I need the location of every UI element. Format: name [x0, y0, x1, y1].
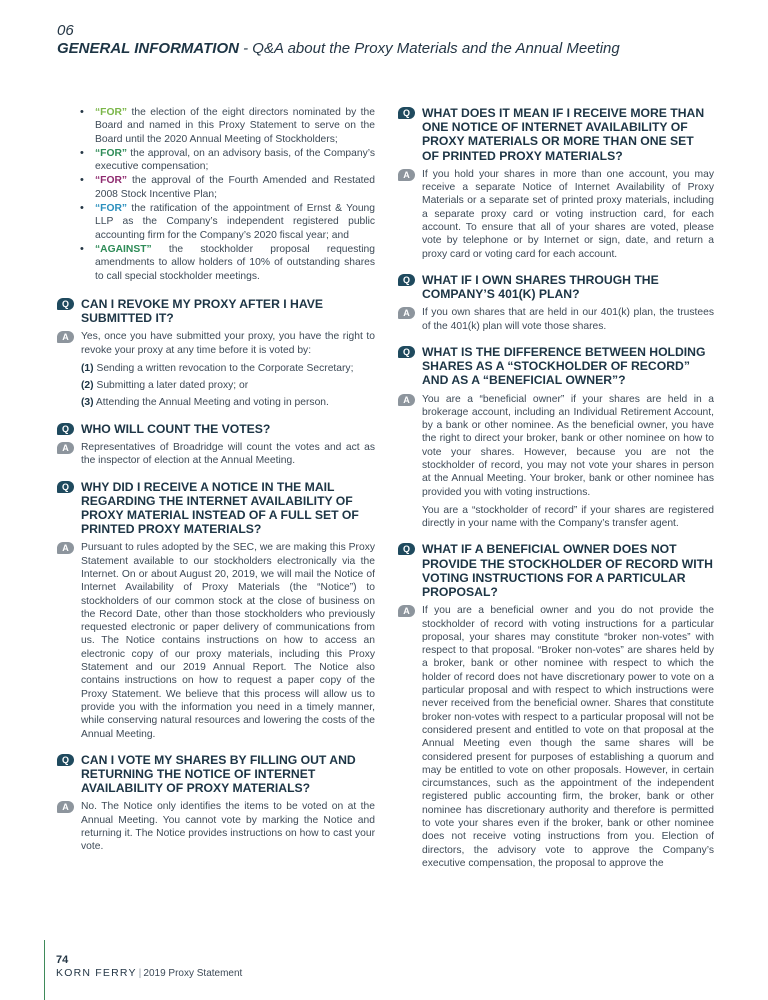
bullet-icon: •	[80, 174, 84, 187]
list-item	[57, 202, 375, 242]
answer-badge-icon: A	[57, 331, 74, 343]
right-column	[398, 106, 714, 882]
answer-text: Pursuant to rules adopted by the SEC, we are making this Proxy Statement available to our stockholders electronically via the Internet. On or about August 20, 2019, we will mail the Notice of Internet Availability of Proxy Materials (the “Notice”) to stockholders of our common stock at the close of business on the Record Date, other than those stockholders who previously requested electronic or paper delivery of communications from us. The Notice contains instructions on how to access an electronic copy of our proxy materials, including this Proxy Statement and our 2019 Annual Report. The Notice also contains instructions on how to request a paper copy of the Proxy Statement. We believe that this process will allow us to provide you with the information you need in a timely manner, while conserving natural resources and lowering the costs of the Annual Meeting.	[81, 542, 375, 740]
answer-badge-icon: A	[398, 307, 415, 319]
qa-notice-in-mail	[57, 480, 375, 741]
answer-text-2: You are a “stockholder of record” if your shares are registered directly in your name with the Company’s transfer agent.	[422, 504, 714, 530]
answer	[57, 441, 375, 468]
list-item	[57, 106, 375, 146]
answer-text: You are a “beneficial owner” if your shares are held in a brokerage account, including an Individual Retirement Account, by a bank or other nominee. As the beneficial owner, you have the right to direct your broker, bank or other nominee on how to vote your shares. However, because you are not the stockholder of record, you may not vote your shares in person at the Annual Meeting. Your broker, bank or other nominee has provided you with voting instructions.	[422, 393, 714, 498]
footer-divider	[44, 940, 45, 1000]
question-text: WHO WILL COUNT THE VOTES?	[81, 421, 271, 436]
question-badge-icon: Q	[398, 346, 415, 358]
list-item	[57, 174, 375, 201]
page-number: 74	[56, 954, 69, 966]
bullet-icon: •	[80, 242, 84, 255]
footer-separator: |	[138, 967, 142, 979]
question-badge-icon: Q	[398, 274, 415, 286]
question-text: WHAT DOES IT MEAN IF I RECEIVE MORE THAN ONE NOTICE OF INTERNET AVAILABILITY OF PROXY MATERIALS OR MORE THAN ONE SET OF PRINTED PROXY MATERIALS?	[422, 106, 705, 163]
vote-keyword: “FOR”	[95, 175, 128, 187]
question	[398, 106, 714, 163]
list-item	[57, 243, 375, 283]
answer-text: No. The Notice only identifies the items to be voted on at the Annual Meeting. You cannot vote by marking the Notice and returning it. The Notice provides instructions on how to cast your vote.	[81, 801, 375, 853]
question-text: WHAT IF A BENEFICIAL OWNER DOES NOT PROVIDE THE STOCKHOLDER OF RECORD WITH VOTING INSTRUCTIONS FOR A PARTICULAR PROPOSAL?	[422, 542, 713, 600]
section-number: 06	[57, 22, 74, 39]
qa-vote-by-notice	[57, 753, 375, 854]
question-badge-icon: Q	[57, 298, 74, 310]
question-text: WHAT IS THE DIFFERENCE BETWEEN HOLDING SHARES AS A “STOCKHOLDER OF RECORD” AND AS A “BENEFICIAL OWNER”?	[422, 344, 706, 388]
question	[57, 422, 375, 436]
question-badge-icon: Q	[57, 481, 74, 493]
question-badge-icon: Q	[398, 107, 415, 119]
step-number: (2)	[81, 380, 94, 392]
question	[398, 273, 714, 301]
step-text: Attending the Annual Meeting and voting in person.	[93, 397, 329, 409]
answer	[57, 541, 375, 740]
list-item	[81, 362, 375, 375]
vote-recommendations-list	[57, 106, 375, 283]
answer-badge-icon: A	[57, 542, 74, 554]
answer	[57, 330, 375, 409]
question-text: CAN I VOTE MY SHARES BY FILLING OUT AND RETURNING THE NOTICE OF INTERNET AVAILABILITY OF PROXY MATERIALS?	[81, 752, 356, 796]
list-item-text: the approval, on an advisory basis, of the Company’s executive compensation;	[95, 147, 375, 173]
question-badge-icon: Q	[57, 423, 74, 435]
qa-no-voting-instructions	[398, 542, 714, 870]
qa-401k-plan	[398, 273, 714, 333]
answer-badge-icon: A	[57, 801, 74, 813]
list-item	[57, 147, 375, 174]
bullet-icon: •	[80, 202, 84, 215]
revocation-steps	[81, 362, 375, 410]
qa-count-votes	[57, 422, 375, 468]
answer	[398, 306, 714, 333]
qa-revoke-proxy	[57, 297, 375, 410]
answer-badge-icon: A	[398, 169, 415, 181]
question	[398, 345, 714, 388]
list-item	[81, 379, 375, 392]
page-title-rest: - Q&A about the Proxy Materials and the Annual Meeting	[238, 40, 620, 57]
left-column	[57, 106, 375, 866]
answer	[398, 604, 714, 870]
list-item-text: the stockholder proposal requesting amendments to allow holders of 10% of outstanding shares to call special stockholder meetings.	[95, 243, 375, 282]
question	[57, 753, 375, 796]
step-text: Sending a written revocation to the Corporate Secretary;	[93, 362, 354, 374]
answer	[57, 800, 375, 853]
document-title: 2019 Proxy Statement	[143, 968, 243, 979]
question	[57, 480, 375, 537]
bullet-icon: •	[80, 106, 84, 118]
list-item-text: the ratification of the appointment of Ernst & Young LLP as the Company’s independent registered public accounting firm for the Company’s 2020 fiscal year; and	[95, 203, 375, 241]
answer-text: Yes, once you have submitted your proxy, you have the right to revoke your proxy at any time before it is voted by:	[81, 331, 375, 356]
page-title	[57, 40, 620, 57]
footer-brand	[56, 967, 242, 979]
vote-keyword: “FOR”	[95, 147, 128, 159]
question-text: CAN I REVOKE MY PROXY AFTER I HAVE SUBMITTED IT?	[81, 296, 323, 326]
company-logo-text: KORN FERRY	[56, 967, 137, 979]
question-badge-icon: Q	[57, 754, 74, 766]
step-text: Submitting a later dated proxy; or	[93, 380, 249, 392]
answer-badge-icon: A	[398, 605, 415, 617]
qa-multiple-notices	[398, 106, 714, 261]
list-item	[81, 396, 375, 409]
answer-badge-icon: A	[398, 394, 415, 406]
answer	[398, 168, 714, 261]
step-number: (1)	[81, 362, 94, 374]
answer-text: If you own shares that are held in our 401(k) plan, the trustees of the 401(k) plan will vote those shares.	[422, 307, 714, 332]
step-number: (3)	[81, 397, 94, 409]
vote-keyword: “AGAINST”	[95, 243, 152, 255]
answer-text: Representatives of Broadridge will count the votes and act as the inspector of election at the Annual Meeting.	[81, 441, 375, 467]
question-text: WHY DID I RECEIVE A NOTICE IN THE MAIL REGARDING THE INTERNET AVAILABILITY OF PROXY MATERIAL INSTEAD OF A FULL SET OF PRINTED PROXY MATERIALS?	[81, 479, 359, 537]
answer-badge-icon: A	[57, 442, 74, 454]
answer	[398, 393, 714, 531]
answer-text: If you hold your shares in more than one account, you may receive a separate Notice of Internet Availability of Proxy Materials or a separate set of printed proxy materials, including a separate proxy card or voting instruction card, for each account. To ensure that all of your shares are voted, please vote by telephone or by Internet or sign, date, and return a proxy card or voting card for each account.	[422, 168, 714, 260]
question-text: WHAT IF I OWN SHARES THROUGH THE COMPANY’S 401(K) PLAN?	[422, 272, 659, 302]
question-badge-icon: Q	[398, 543, 415, 555]
qa-record-vs-beneficial	[398, 345, 714, 531]
bullet-icon: •	[80, 146, 84, 159]
page-title-bold: GENERAL INFORMATION	[57, 40, 239, 57]
answer-text: If you are a beneficial owner and you do not provide the stockholder of record with voting instructions for a particular proposal, your shares may constitute “broker non-votes” with respect to that proposal. “Broker non-votes” are shares held by a broker, bank or other nominee with respect to which the holder of record does not have discretionary power to vote on a particular proposal and with respect to which instructions were never received from the beneficial owner. Shares that constitute broker non-votes with respect to a particular proposal will not be considered present and entitled to vote on that proposal at the Annual Meeting even though the same shares will be considered present for purposes of establishing a quorum and may be entitled to vote on other proposals. However, in certain circumstances, such as the appointment of the independent registered public accounting firm, the broker, bank or other nominee has discretionary authority and therefore is permitted to vote your shares even if the broker, bank or other nominee does not receive voting instructions from you. Election of directors, the advisory vote to approve the Company’s executive compensation, the proposal to approve the	[422, 605, 714, 869]
list-item-text: the election of the eight directors nominated by the Board and named in this Proxy Statement to serve on the Board until the 2020 Annual Meeting of Stockholders;	[95, 107, 375, 145]
vote-keyword: “FOR”	[95, 203, 128, 215]
question	[398, 542, 714, 599]
vote-keyword: “FOR”	[95, 107, 128, 118]
list-item-text: the approval of the Fourth Amended and Restated 2008 Stock Incentive Plan;	[95, 175, 375, 200]
question	[57, 297, 375, 325]
